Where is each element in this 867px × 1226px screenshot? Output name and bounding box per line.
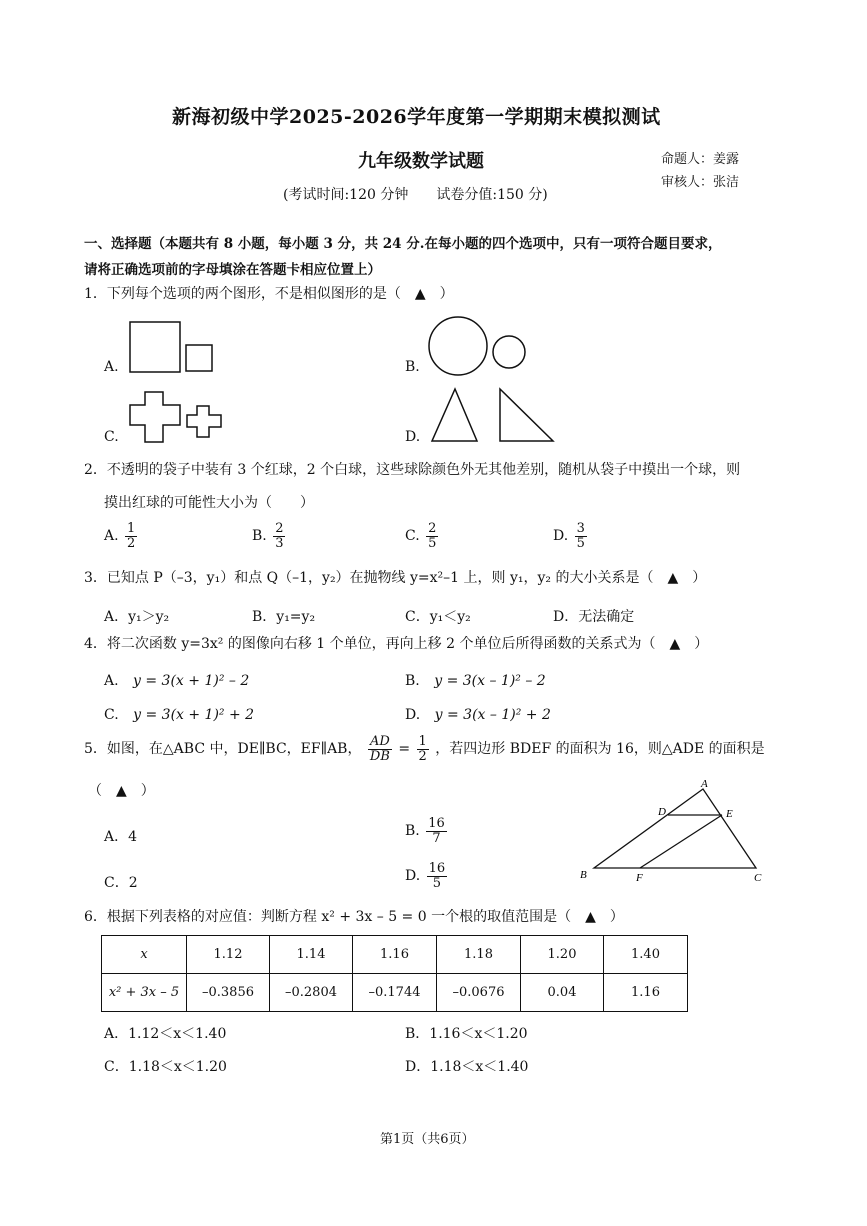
exam-subtitle: 九年级数学试题: [358, 151, 484, 172]
q1-option-a-label: A.: [104, 359, 119, 375]
q3-option-c: C．y₁＜y₂: [405, 609, 471, 625]
denominator: 5: [432, 875, 442, 891]
label-d: D: [658, 806, 666, 818]
numerator: 2: [275, 521, 284, 536]
large-cross: [130, 392, 180, 442]
q2-option-b: [252, 522, 287, 550]
q2-stem-line2: 摸出红球的可能性大小为（ ）: [104, 495, 314, 511]
q1-option-c-figure: [128, 390, 224, 448]
q5-stem-line2: （ ▲ ）: [88, 783, 155, 799]
q2-option-d-fraction: [575, 522, 587, 550]
q2-option-b-fraction: [273, 522, 285, 550]
large-circle: [429, 317, 487, 375]
numerator: 1: [127, 521, 136, 536]
q4-option-b-label: B.: [405, 673, 420, 689]
section-heading-line2: 请将正确选项前的字母填涂在答题卡相应位置上）: [84, 262, 381, 278]
table-cell: 1.18: [437, 936, 521, 974]
q4-option-d-formula: y = 3(x – 1)² + 2: [434, 707, 551, 723]
q4-option-c: [104, 707, 254, 723]
q4-option-a-formula: y = 3(x + 1)² – 2: [133, 673, 250, 689]
numerator: 3: [576, 521, 585, 536]
q3-option-a: A．y₁＞y₂: [104, 609, 170, 625]
q1-option-a-figure: [128, 320, 218, 378]
equals-sign: =: [398, 741, 411, 758]
squares-figure: [128, 320, 218, 374]
q6-option-a: A．1.12＜x＜1.40: [104, 1026, 227, 1042]
label-c: C: [754, 872, 762, 884]
denominator: 5: [428, 535, 437, 551]
q2-option-a-label: A.: [104, 528, 119, 545]
table-cell: –0.2804: [270, 974, 353, 1012]
q5-ratio-value: [417, 735, 429, 763]
segment-ef: [640, 815, 722, 868]
q4-option-d-label: D.: [405, 707, 421, 723]
table-cell: 0.04: [521, 974, 604, 1012]
table-cell: –0.3856: [187, 974, 270, 1012]
q2-option-b-label: B.: [252, 528, 267, 545]
q6-option-d: D．1.18＜x＜1.40: [405, 1059, 529, 1075]
label-f: F: [636, 872, 643, 884]
geometry-diagram: [570, 775, 770, 887]
small-cross: [187, 406, 221, 437]
q1-option-d-label: D.: [405, 429, 421, 445]
section-heading-line1: 一、选择题（本题共有 8 小题，每小题 3 分，共 24 分.在每小题的四个选项中，只有一项符合题目要求，: [84, 236, 722, 252]
q1-stem: 1．下列每个选项的两个图形，不是相似图形的是（ ▲ ）: [84, 286, 454, 302]
q4-option-b: [405, 673, 546, 689]
large-square: [130, 322, 180, 372]
denominator: DB: [369, 748, 390, 764]
page-number: 第1页（共6页）: [380, 1132, 475, 1147]
table-row: [102, 936, 688, 974]
q4-option-a-label: A.: [104, 673, 119, 689]
label-e: E: [726, 808, 733, 820]
q5-stem-post: ，若四边形 BDEF 的面积为 16，则△ADE 的面积是: [435, 741, 765, 758]
q4-option-a: [104, 673, 249, 689]
table-header-x: x: [102, 936, 187, 974]
circles-figure: [428, 315, 530, 377]
q1-option-b-figure: [428, 315, 530, 381]
numerator: 16: [428, 861, 446, 876]
table-cell: 1.14: [270, 936, 353, 974]
small-square: [186, 345, 212, 371]
table-row: [102, 974, 688, 1012]
table-cell: –0.0676: [437, 974, 521, 1012]
denominator: 3: [275, 535, 284, 551]
q4-option-b-formula: y = 3(x – 1)² – 2: [434, 673, 546, 689]
q4-option-c-label: C.: [104, 707, 119, 723]
table-cell: 1.16: [604, 974, 688, 1012]
denominator: 7: [432, 830, 441, 846]
numerator: 1: [418, 734, 427, 749]
table-cell: 1.40: [604, 936, 688, 974]
reviewer-credit: 审核人：张洁: [661, 175, 740, 190]
q3-option-b: B．y₁=y₂: [252, 609, 316, 625]
exam-title: 新海初级中学2025-2026学年度第一学期期末模拟测试: [172, 106, 661, 128]
q2-option-a-fraction: [125, 522, 137, 550]
q3-stem: 3．已知点 P（–3，y₁）和点 Q（–1，y₂）在抛物线 y=x²–1 上，则 y₁，y₂ 的大小关系是（ ▲ ）: [84, 570, 707, 586]
q6-option-c: C．1.18＜x＜1.20: [104, 1059, 227, 1075]
q5-option-b-fraction: [426, 817, 447, 845]
q4-stem: 4．将二次函数 y=3x² 的图像向右移 1 个单位，再向上移 2 个单位后所得函数的关系式为（ ▲ ）: [84, 636, 709, 652]
q1-option-c-label: C.: [104, 429, 119, 445]
q2-option-d-label: D.: [553, 528, 569, 545]
small-circle: [493, 336, 525, 368]
crosses-figure: [128, 390, 224, 444]
table-cell: 1.12: [187, 936, 270, 974]
q6-values-table: [101, 935, 688, 1012]
isosceles-triangle: [432, 389, 477, 441]
q5-triangle-figure: [570, 775, 770, 891]
denominator: 2: [127, 535, 136, 551]
q5-option-c: C．2: [104, 875, 138, 891]
exam-info: (考试时间:120 分钟 试卷分值:150 分): [283, 187, 548, 203]
q5-option-d: [405, 862, 449, 890]
q5-stem: [84, 735, 765, 763]
table-cell: 1.20: [521, 936, 604, 974]
q2-option-a: [104, 522, 139, 550]
right-triangle: [500, 389, 553, 441]
table-cell: –0.1744: [353, 974, 437, 1012]
triangle-abc: [594, 789, 756, 868]
triangles-figure: [430, 385, 556, 445]
numerator: 2: [428, 521, 437, 536]
denominator: 5: [576, 535, 585, 551]
q2-option-c: [405, 522, 440, 550]
q5-option-d-fraction: [427, 862, 448, 890]
q6-option-b: B．1.16＜x＜1.20: [405, 1026, 528, 1042]
table-header-expression: x² + 3x – 5: [102, 974, 187, 1012]
q5-option-b: [405, 817, 449, 845]
q1-option-d-figure: [430, 385, 556, 449]
q1-option-b-label: B.: [405, 359, 420, 375]
table-cell: 1.16: [353, 936, 437, 974]
numerator: 16: [428, 816, 445, 831]
label-b: B: [580, 869, 587, 881]
q5-option-b-label: B.: [405, 823, 420, 840]
q5-option-d-label: D.: [405, 868, 421, 885]
denominator: 2: [418, 748, 427, 764]
q2-option-d: [553, 522, 589, 550]
q6-stem: 6．根据下列表格的对应值：判断方程 x² + 3x – 5 = 0 一个根的取值范围是（ ▲ ）: [84, 909, 624, 925]
q2-stem-line1: 2．不透明的袋子中装有 3 个红球，2 个白球，这些球除颜色外无其他差别，随机从袋子中摸出一个球，则: [84, 462, 741, 478]
label-a: A: [701, 778, 708, 790]
q5-option-a: A．4: [104, 829, 138, 845]
q4-option-d: [405, 707, 551, 723]
author-credit: 命题人：姜露: [661, 152, 740, 167]
numerator: AD: [370, 734, 390, 749]
q3-option-d: D．无法确定: [553, 609, 635, 625]
q2-option-c-label: C.: [405, 528, 420, 545]
q5-stem-pre: 5．如图，在△ABC 中，DE∥BC，EF∥AB，: [84, 741, 362, 758]
q2-option-c-fraction: [426, 522, 438, 550]
q4-option-c-formula: y = 3(x + 1)² + 2: [133, 707, 255, 723]
q5-ratio-fraction: [368, 735, 392, 763]
